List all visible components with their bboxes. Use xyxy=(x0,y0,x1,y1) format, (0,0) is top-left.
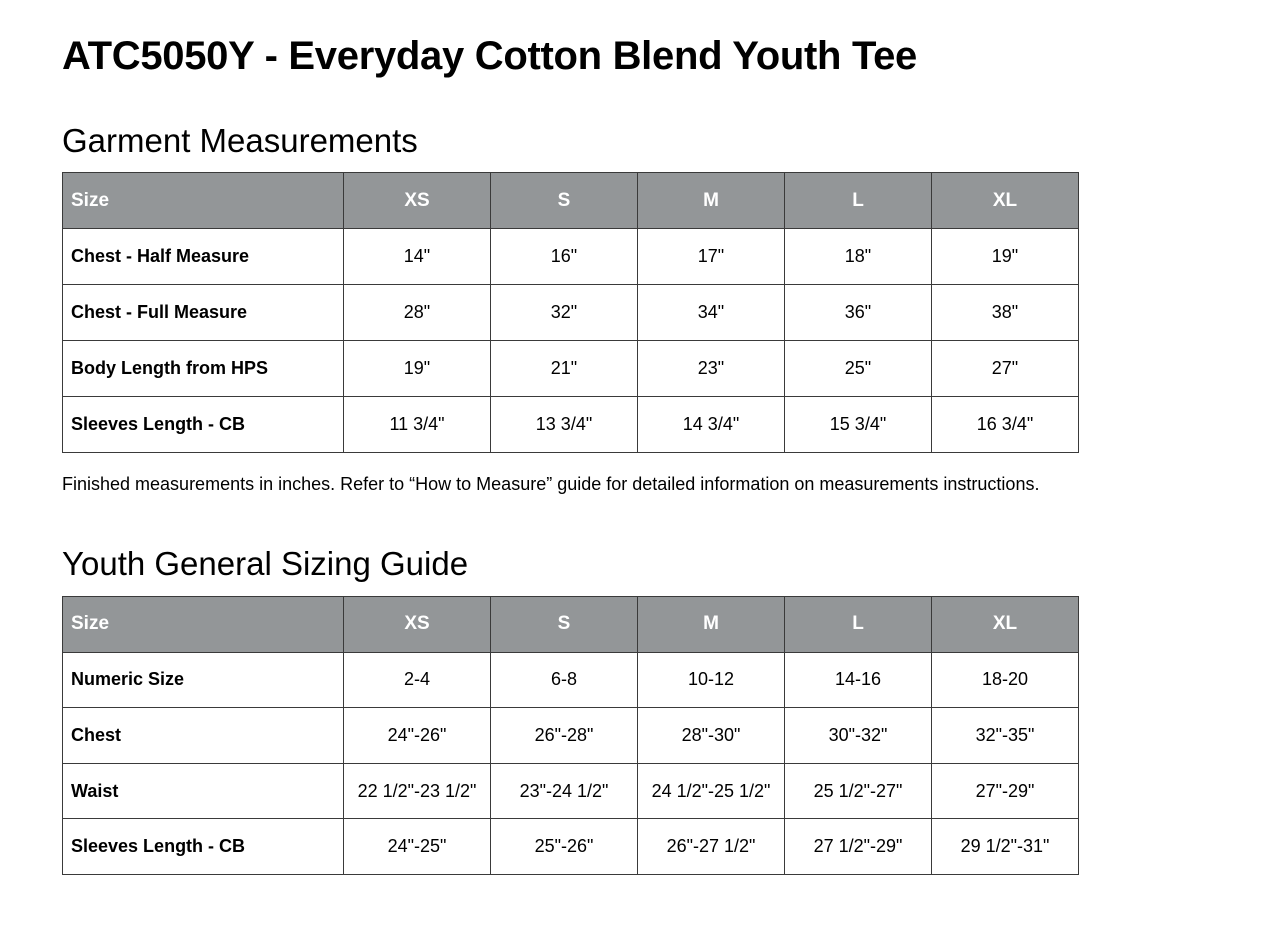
table-row xyxy=(63,285,1079,341)
row-label: Body Length from HPS xyxy=(63,341,344,397)
youth-sizing-guide-heading: Youth General Sizing Guide xyxy=(62,545,469,582)
table-cell: 23"-24 1/2" xyxy=(491,763,638,819)
youth-sizing-guide-table xyxy=(62,596,1079,875)
table-cell: 25"-26" xyxy=(491,819,638,875)
table-row xyxy=(63,397,1079,453)
table-cell: 21" xyxy=(491,341,638,397)
table-cell: 16" xyxy=(491,229,638,285)
table-cell: 19" xyxy=(344,341,491,397)
header-cell-l: L xyxy=(785,173,932,229)
table-cell: 25 1/2"-27" xyxy=(785,763,932,819)
table-cell: 23" xyxy=(638,341,785,397)
table-cell: 18-20 xyxy=(932,652,1079,708)
table-cell: 22 1/2"-23 1/2" xyxy=(344,763,491,819)
header-cell-xl: XL xyxy=(932,597,1079,653)
table-cell: 27 1/2"-29" xyxy=(785,819,932,875)
table-row xyxy=(63,819,1079,875)
garment-measurements-table xyxy=(62,172,1079,453)
row-label: Numeric Size xyxy=(63,652,344,708)
table-cell: 27"-29" xyxy=(932,763,1079,819)
table-row xyxy=(63,652,1079,708)
row-label: Chest xyxy=(63,708,344,764)
table-cell: 29 1/2"-31" xyxy=(932,819,1079,875)
table-cell: 14-16 xyxy=(785,652,932,708)
table-cell: 18" xyxy=(785,229,932,285)
table-cell: 10-12 xyxy=(638,652,785,708)
table-cell: 26"-27 1/2" xyxy=(638,819,785,875)
table-row xyxy=(63,763,1079,819)
table-cell: 26"-28" xyxy=(491,708,638,764)
row-label: Sleeves Length - CB xyxy=(63,819,344,875)
table-row xyxy=(63,341,1079,397)
header-cell-xs: XS xyxy=(344,597,491,653)
table-header-row xyxy=(63,597,1079,653)
table-cell: 13 3/4" xyxy=(491,397,638,453)
header-cell-s: S xyxy=(491,173,638,229)
table-cell: 36" xyxy=(785,285,932,341)
table-cell: 25" xyxy=(785,341,932,397)
table-cell: 6-8 xyxy=(491,652,638,708)
header-cell-size: Size xyxy=(63,597,344,653)
table-header-row xyxy=(63,173,1079,229)
garment-measurements-heading: Garment Measurements xyxy=(62,122,418,159)
table-row xyxy=(63,229,1079,285)
table-cell: 24 1/2"-25 1/2" xyxy=(638,763,785,819)
header-cell-xl: XL xyxy=(932,173,1079,229)
table-cell: 28"-30" xyxy=(638,708,785,764)
header-cell-xs: XS xyxy=(344,173,491,229)
header-cell-m: M xyxy=(638,173,785,229)
table-cell: 30"-32" xyxy=(785,708,932,764)
table-cell: 14" xyxy=(344,229,491,285)
measurement-note: Finished measurements in inches. Refer to “How to Measure” guide for detailed information on measurements instructions. xyxy=(62,474,1040,494)
page-title: ATC5050Y - Everyday Cotton Blend Youth Tee xyxy=(62,34,917,78)
header-cell-l: L xyxy=(785,597,932,653)
table-cell: 19" xyxy=(932,229,1079,285)
table-cell: 15 3/4" xyxy=(785,397,932,453)
row-label: Chest - Full Measure xyxy=(63,285,344,341)
table-cell: 27" xyxy=(932,341,1079,397)
table-cell: 38" xyxy=(932,285,1079,341)
table-cell: 16 3/4" xyxy=(932,397,1079,453)
table-cell: 2-4 xyxy=(344,652,491,708)
table-cell: 24"-25" xyxy=(344,819,491,875)
row-label: Waist xyxy=(63,763,344,819)
table-cell: 24"-26" xyxy=(344,708,491,764)
table-row xyxy=(63,708,1079,764)
row-label: Sleeves Length - CB xyxy=(63,397,344,453)
row-label: Chest - Half Measure xyxy=(63,229,344,285)
table-cell: 14 3/4" xyxy=(638,397,785,453)
header-cell-m: M xyxy=(638,597,785,653)
header-cell-s: S xyxy=(491,597,638,653)
table-cell: 28" xyxy=(344,285,491,341)
table-cell: 32"-35" xyxy=(932,708,1079,764)
table-cell: 32" xyxy=(491,285,638,341)
table-cell: 34" xyxy=(638,285,785,341)
table-cell: 11 3/4" xyxy=(344,397,491,453)
table-cell: 17" xyxy=(638,229,785,285)
header-cell-size: Size xyxy=(63,173,344,229)
